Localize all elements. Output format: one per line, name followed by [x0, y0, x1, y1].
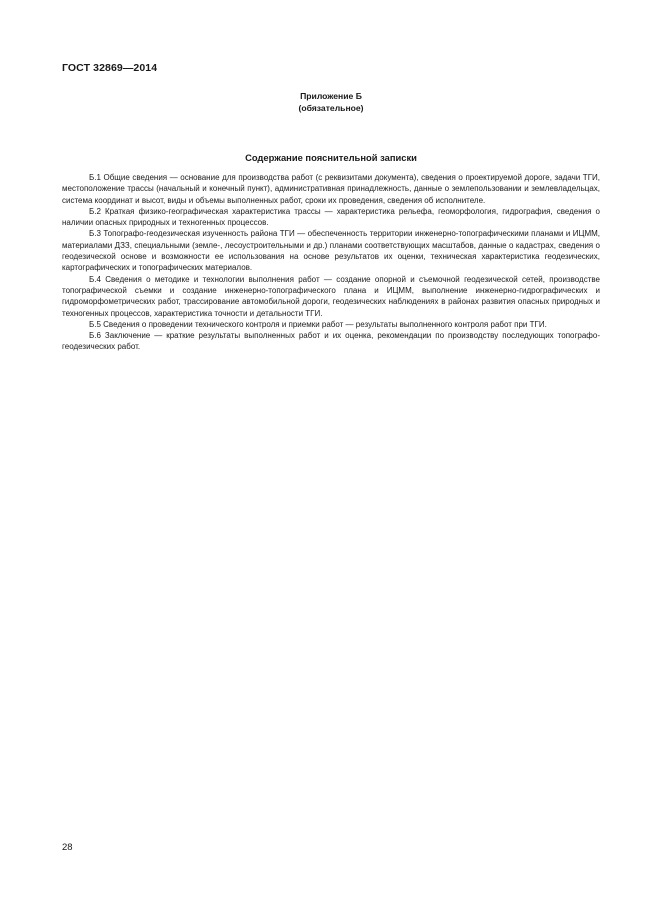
paragraph-b5: Б.5 Сведения о проведении технического контроля и приемки работ — результаты выполненного контроля работ при ТГИ. — [89, 319, 547, 329]
appendix-heading — [62, 90, 600, 114]
paragraph-b6: Б.6 Заключение — краткие результаты выполненных работ и их оценка, рекомендации по производству последующих топографо-геодезических работ. — [62, 331, 600, 352]
paragraph-b3: Б.3 Топографо-геодезическая изученность района ТГИ — обеспеченность территории инженерно-топографическими планами и ИЦММ, материалами ДЗЗ, специальными (землe-, лесоустроительными и др.) планами соответствующих масштабов, данные о кадастрах, сведения о геодезической основе и возможности ее использования на основе результатов их оценки, техническая характеристика геодезических, картографических и топографических материалов. — [62, 229, 600, 273]
paragraph-b2: Б.2 Краткая физико-географическая характеристика трассы — характеристика рельефа, геоморфология, гидрография, сведения о наличии опасных природных и техногенных процессов. — [62, 206, 600, 228]
paragraph-b1: Б.1 Общие сведения — основание для производства работ (с реквизитами документа), сведения о проектируемой дороге, задачи ТГИ, местоположение трассы (начальный и конечный пункт), административная принадлежность, данные о землепользовании и землевладельцах, система координат и высот, виды и объемы выполненных работ, сроки их проведения, сведения об исполнителе. — [62, 173, 600, 205]
document-header-standard: ГОСТ 32869—2014 — [62, 62, 158, 74]
appendix-status: (обязательное) — [298, 103, 364, 113]
body-text — [62, 172, 600, 353]
appendix-title: Приложение Б — [300, 91, 362, 101]
section-title: Содержание пояснительной записки — [245, 152, 417, 163]
paragraph-b4: Б.4 Сведения о методике и технологии выполнения работ — создание опорной и съемочной геодезической сетей, производстве топографической съемки и создание инженерно-топографического плана и ИЦММ, выполнение инженерно-гидрографических и гидроморфометрических работ, трассирование автомобильной дороги, геодезических наблюдениях в районах развития опасных природных и техногенных процессов, характеристика точности и детальности ТГИ. — [62, 274, 600, 318]
page-number: 28 — [62, 842, 73, 853]
